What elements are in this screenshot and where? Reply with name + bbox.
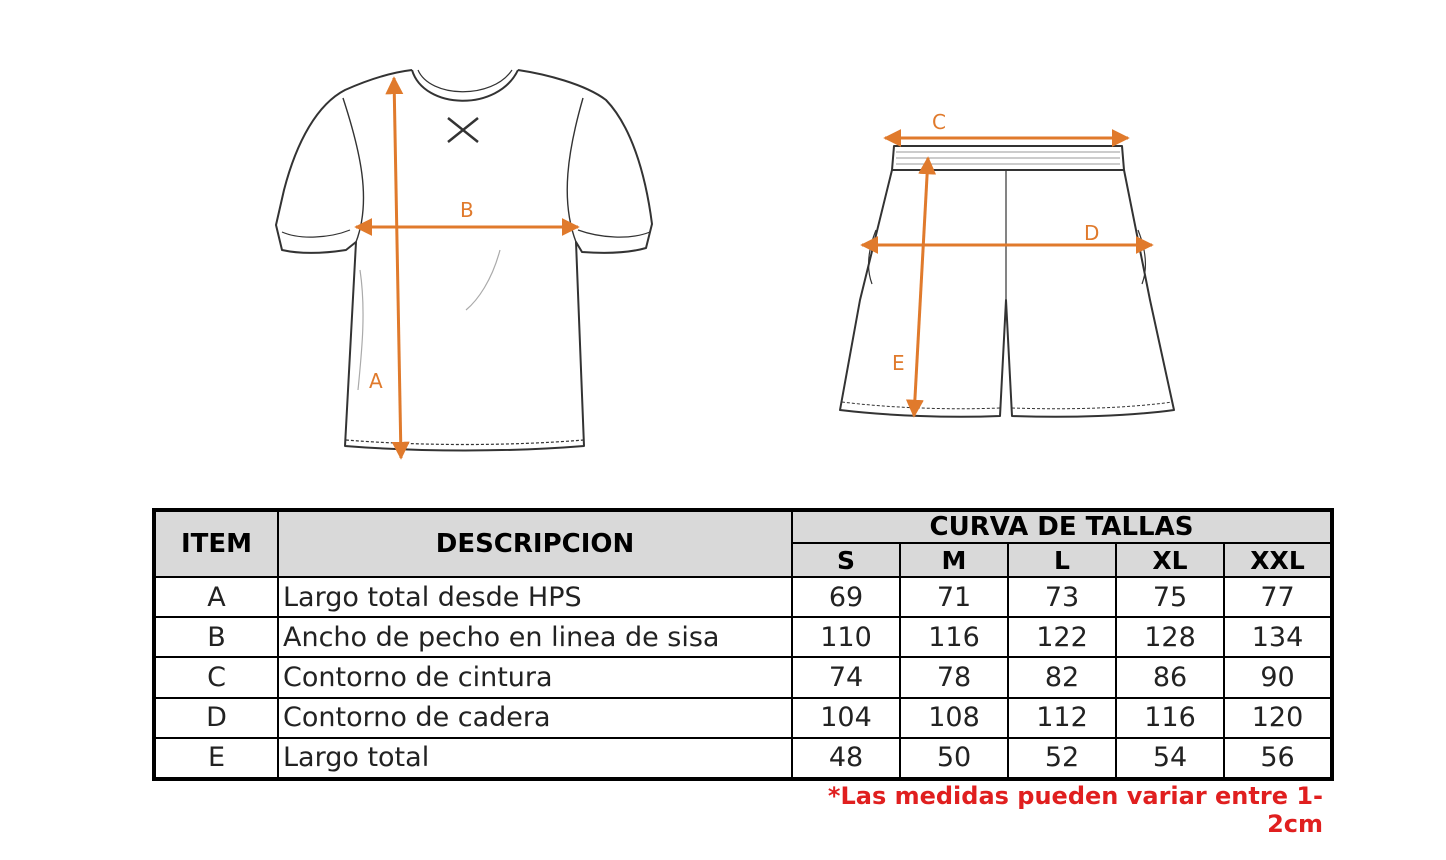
table-row — [154, 577, 1332, 617]
table-row — [154, 698, 1332, 738]
label-b: B — [460, 198, 474, 222]
table-row — [154, 657, 1332, 697]
value-cell: 69 — [792, 577, 900, 617]
measure-e-line — [914, 158, 928, 416]
value-cell: 112 — [1008, 698, 1116, 738]
value-cell: 122 — [1008, 617, 1116, 657]
item-header: ITEM — [154, 510, 278, 577]
value-cell: 52 — [1008, 738, 1116, 779]
value-cell: 77 — [1224, 577, 1332, 617]
value-cell: 134 — [1224, 617, 1332, 657]
item-cell: C — [154, 657, 278, 697]
value-cell: 50 — [900, 738, 1008, 779]
label-d: D — [1084, 221, 1100, 245]
table-row — [154, 738, 1332, 779]
value-cell: 82 — [1008, 657, 1116, 697]
value-cell: 90 — [1224, 657, 1332, 697]
description-cell: Contorno de cadera — [278, 698, 792, 738]
table-row — [154, 617, 1332, 657]
value-cell: 128 — [1116, 617, 1224, 657]
item-cell: E — [154, 738, 278, 779]
shorts-drawing — [840, 146, 1174, 417]
label-a: A — [369, 369, 383, 393]
value-cell: 75 — [1116, 577, 1224, 617]
item-cell: B — [154, 617, 278, 657]
value-cell: 71 — [900, 577, 1008, 617]
value-cell: 73 — [1008, 577, 1116, 617]
value-cell: 86 — [1116, 657, 1224, 697]
value-cell: 54 — [1116, 738, 1224, 779]
label-c: C — [932, 110, 946, 134]
description-cell: Largo total desde HPS — [278, 577, 792, 617]
measurement-note: *Las medidas pueden variar entre 1-2cm — [827, 782, 1323, 838]
measure-a-line — [394, 78, 401, 458]
description-header: DESCRIPCION — [278, 510, 792, 577]
size-curve-header: CURVA DE TALLAS — [792, 510, 1332, 543]
value-cell: 74 — [792, 657, 900, 697]
size-header-s: S — [792, 543, 900, 577]
label-e: E — [892, 351, 905, 375]
description-cell: Largo total — [278, 738, 792, 779]
value-cell: 104 — [792, 698, 900, 738]
value-cell: 116 — [900, 617, 1008, 657]
value-cell: 120 — [1224, 698, 1332, 738]
item-cell: A — [154, 577, 278, 617]
description-cell: Contorno de cintura — [278, 657, 792, 697]
value-cell: 108 — [900, 698, 1008, 738]
size-header-xl: XL — [1116, 543, 1224, 577]
value-cell: 48 — [792, 738, 900, 779]
description-cell: Ancho de pecho en linea de sisa — [278, 617, 792, 657]
value-cell: 56 — [1224, 738, 1332, 779]
size-header-xxl: XXL — [1224, 543, 1332, 577]
size-header-m: M — [900, 543, 1008, 577]
value-cell: 110 — [792, 617, 900, 657]
tshirt-drawing — [276, 70, 652, 451]
size-header-l: L — [1008, 543, 1116, 577]
item-cell: D — [154, 698, 278, 738]
value-cell: 116 — [1116, 698, 1224, 738]
size-table — [152, 508, 1334, 781]
value-cell: 78 — [900, 657, 1008, 697]
